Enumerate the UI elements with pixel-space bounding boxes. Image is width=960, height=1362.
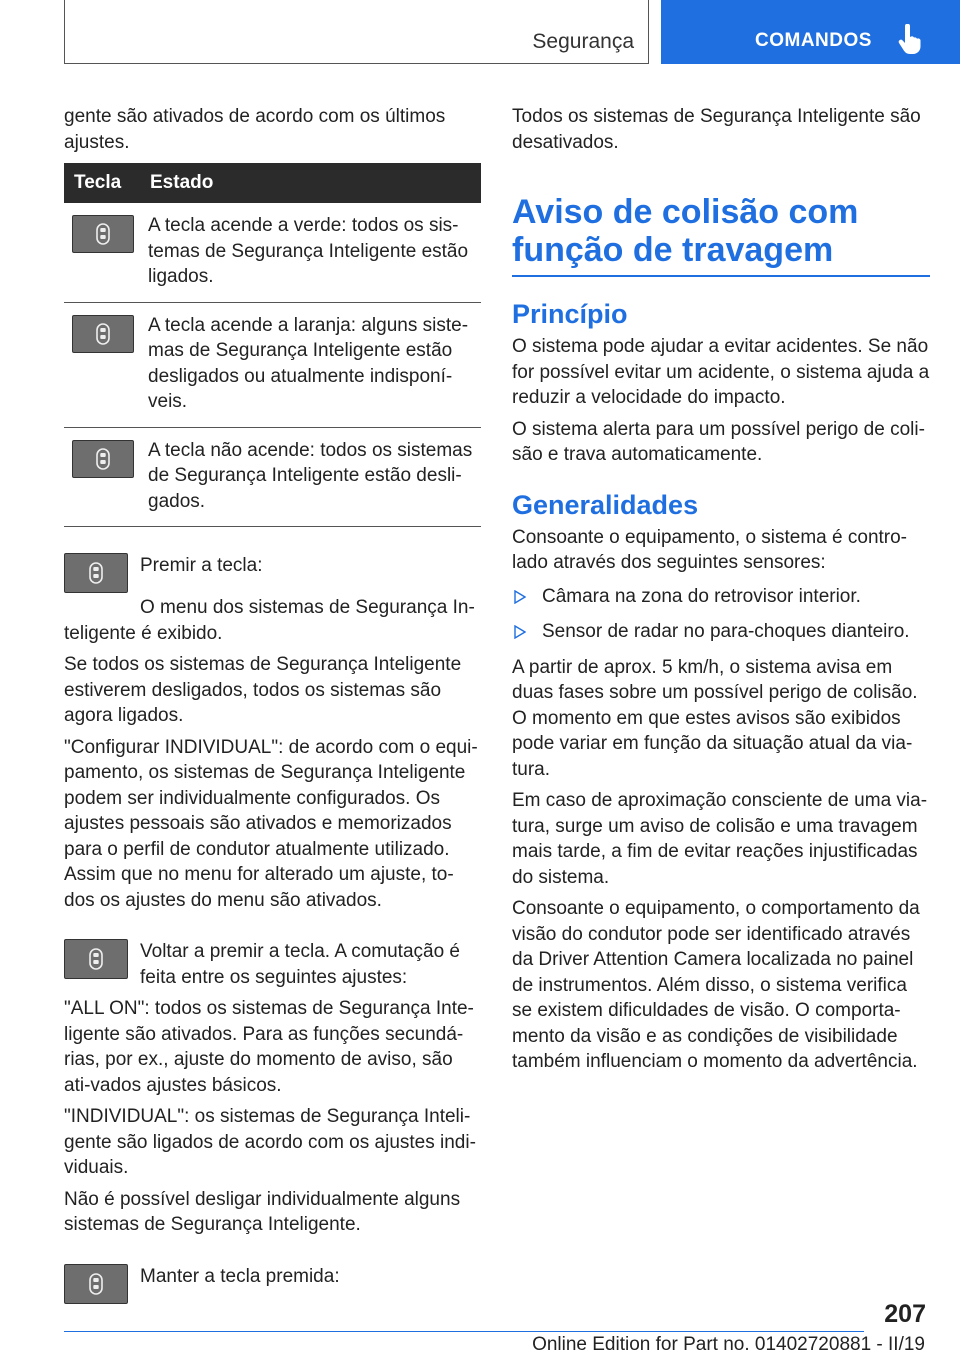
paragraph: "INDIVIDUAL": os sistemas de Segurança Inteli-gente são ligados de acordo com os ajustes indi-viduais. xyxy=(64,1106,476,1178)
paragraph: O sistema alerta para um possível perigo de coli-são e trava automaticamente. xyxy=(512,418,925,465)
footer-edition-note: Online Edition for Part no. 01402720881 - II/19 xyxy=(532,1334,925,1355)
key-instruction xyxy=(64,939,482,990)
table-header-state: Estado xyxy=(140,163,481,203)
list-item xyxy=(512,619,930,645)
paragraph: Consoante o equipamento, o comportamento da visão do condutor pode ser identificado através da Driver Attention Camera localizada no painel de instrumentos. Além disso, o sistema verifica se existem dificuldades de visão. O comporta-mento da visão e as condições de visibilidade também influenciam o momento da advertência. xyxy=(512,898,920,1072)
paragraph: Todos os sistemas de Segurança Inteligente são desativados. xyxy=(512,106,921,153)
footer-divider xyxy=(64,1331,864,1332)
table-row xyxy=(64,302,481,427)
pointing-hand-icon xyxy=(897,24,923,54)
table-cell-state: A tecla não acende: todos os sistemas de Segurança Inteligente estão desli-gados. xyxy=(140,427,481,527)
triangle-bullet-icon xyxy=(514,590,526,604)
paragraph: O sistema pode ajudar a evitar acidentes. Se não for possível evitar um acidente, o sistema ajuda a reduzir a velocidade do impacto. xyxy=(512,336,930,408)
subheading-general: Generalidades xyxy=(512,489,699,520)
safety-key-icon xyxy=(64,939,128,979)
header-chapter-tab xyxy=(661,0,960,64)
header-section-box xyxy=(64,0,649,64)
key-state-table xyxy=(64,163,481,527)
paragraph: Em caso de aproximação consciente de uma via-tura, surge um aviso de colisão e uma travagem mais tarde, a fim de evitar reações injustificadas do sistema. xyxy=(512,790,928,888)
paragraph: "Configurar INDIVIDUAL": de acordo com o equi-pamento, os sistemas de Segurança Inteligente podem ser individualmente configurados. Os ajustes pessoais são ativados e memorizados para o perfil de condutor atualmente utilizado. Assim que no menu for alterado um ajuste, to-dos os ajustes do menu são ativados. xyxy=(64,736,478,911)
header-chapter-label: COMANDOS xyxy=(755,30,872,51)
safety-key-icon xyxy=(72,215,134,253)
table-cell-state: A tecla acende a verde: todos os sis-temas de Segurança Inteligente estão ligados. xyxy=(140,203,481,302)
safety-key-icon xyxy=(64,553,128,593)
paragraph: "ALL ON": todos os sistemas de Segurança Inte-ligente são ativados. Para as funções secundá-rias, por ex., ajuste do momento de aviso, são ati-vados ajustes básicos. xyxy=(64,998,474,1096)
list-item-text: Sensor de radar no para-choques dianteiro. xyxy=(542,621,910,642)
paragraph: gente são ativados de acordo com os últimos ajustes. xyxy=(64,106,446,153)
section-heading: Aviso de colisão com função de travagem xyxy=(512,193,930,277)
paragraph: Consoante o equipamento, o sistema é contro-lado através dos seguintes sensores: xyxy=(512,526,908,573)
sensor-list xyxy=(512,584,930,645)
safety-key-icon xyxy=(64,1264,128,1304)
paragraph: Premir a tecla: xyxy=(140,555,263,576)
paragraph: A partir de aprox. 5 km/h, o sistema avisa em duas fases sobre um possível perigo de colisão. O momento em que estes avisos são exibidos pode variar em função da situação atual da via-tura. xyxy=(512,656,918,780)
table-header-row xyxy=(64,163,481,203)
table-cell-state: A tecla acende a laranja: alguns siste-mas de Segurança Inteligente estão desligados ou atualmente indisponí-veis. xyxy=(140,302,481,427)
triangle-bullet-icon xyxy=(514,625,526,639)
table-header-key: Tecla xyxy=(64,163,140,203)
safety-key-icon xyxy=(72,315,134,353)
key-instruction xyxy=(64,1264,482,1310)
page-number: 207 xyxy=(884,1300,926,1328)
paragraph: O menu dos sistemas de Segurança In-teligente é exibido. xyxy=(64,597,475,644)
header-section-title: Segurança xyxy=(532,30,634,53)
safety-key-icon xyxy=(72,440,134,478)
right-column xyxy=(512,104,930,1081)
paragraph: Não é possível desligar individualmente alguns sistemas de Segurança Inteligente. xyxy=(64,1188,461,1235)
paragraph: Se todos os sistemas de Segurança Inteligente estiverem desligados, todos os sistemas são agora ligados. xyxy=(64,654,462,726)
left-column xyxy=(64,104,482,1310)
subheading-principle: Princípio xyxy=(512,299,628,329)
key-instruction xyxy=(64,553,482,599)
list-item xyxy=(512,584,930,610)
paragraph: Manter a tecla premida: xyxy=(140,1265,340,1287)
paragraph: Voltar a premir a tecla. A comutação é feita entre os seguintes ajustes: xyxy=(140,941,461,988)
table-row xyxy=(64,203,481,302)
list-item-text: Câmara na zona do retrovisor interior. xyxy=(542,585,861,607)
table-row xyxy=(64,427,481,527)
